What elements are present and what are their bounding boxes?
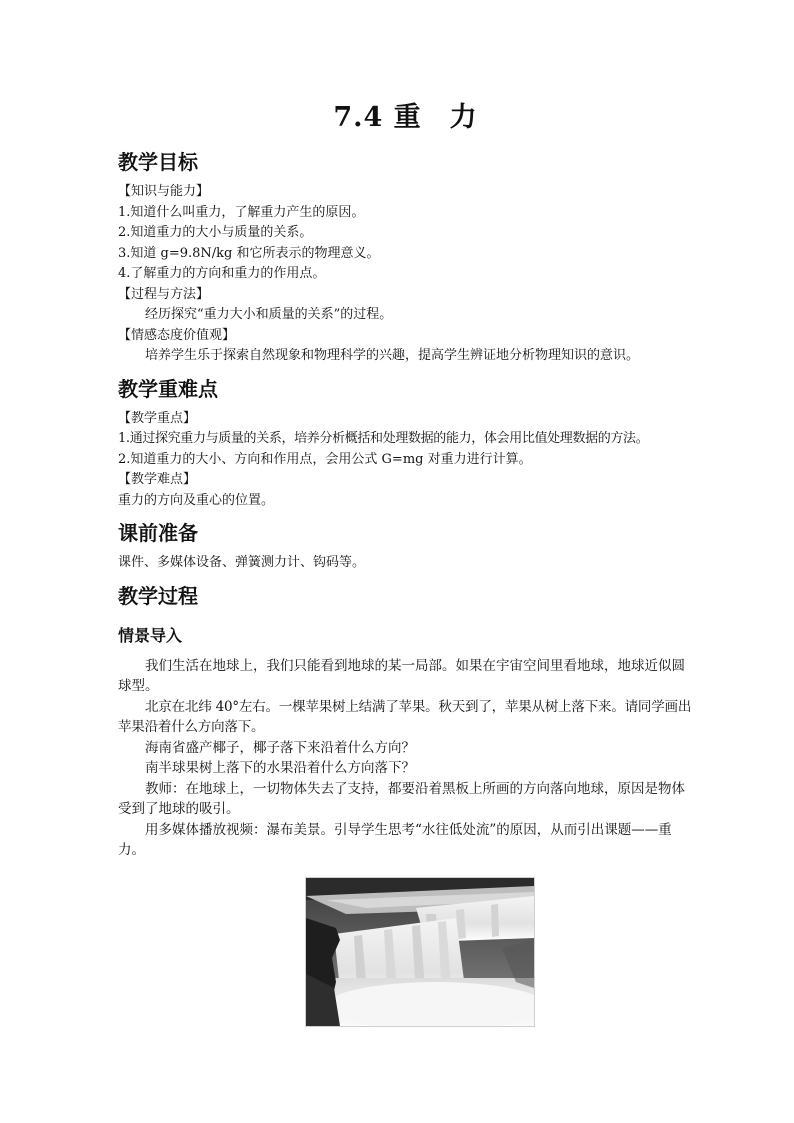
- intro-paragraph-3: 海南省盛产椰子，椰子落下来沿着什么方向？: [145, 739, 415, 756]
- focus-item-1: 1.通过探究重力与质量的关系，培养分析概括和处理数据的能力，体会用比值处理数据的方法。: [118, 431, 649, 446]
- difficulty-text: 重力的方向及重心的位置。: [118, 492, 275, 508]
- knowledge-item-2: 2.知道重力的大小与质量的关系。: [118, 225, 313, 240]
- emotion-label: 【情感态度价值观】: [118, 327, 236, 343]
- waterfall-photo: [305, 877, 535, 1027]
- intro-paragraph-2: 北京在北纬 40°左右。一棵苹果树上结满了苹果。秋天到了，苹果从树上落下来。请同学画出苹果沿着什么方向落下。: [118, 698, 692, 735]
- section-heading-preparation: 课前准备: [118, 521, 198, 545]
- intro-paragraph-5: 教师：在地球上，一切物体失去了支持，都要沿着黑板上所画的方向落向地球，原因是物体受到了地球的吸引。: [118, 780, 685, 817]
- section-heading-goals: 教学目标: [118, 150, 198, 174]
- knowledge-item-4: 4.了解重力的方向和重力的作用点。: [118, 266, 326, 281]
- intro-paragraph-6: 用多媒体播放视频：瀑布美景。引导学生思考“水往低处流”的原因，从而引出课题——重力。: [118, 821, 672, 858]
- intro-paragraph-1: 我们生活在地球上，我们只能看到地球的某一局部。如果在宇宙空间里看地球，地球近似圆球型。: [118, 657, 685, 694]
- process-method-label: 【过程与方法】: [118, 286, 210, 302]
- knowledge-item-1: 1.知道什么叫重力，了解重力产生的原因。: [118, 204, 365, 220]
- focus-item-2: 2.知道重力的大小、方向和作用点，会用公式 G=mg 对重力进行计算。: [118, 451, 532, 467]
- knowledge-label: 【知识与能力】: [118, 184, 210, 199]
- emotion-text: 培养学生乐于探索自然现象和物理科学的兴趣，提高学生辨证地分析物理知识的意识。: [145, 348, 640, 363]
- section-heading-process: 教学过程: [118, 583, 198, 608]
- preparation-text: 课件、多媒体设备、弹簧测力计、钩码等。: [118, 555, 366, 570]
- section-heading-key-points: 教学重难点: [118, 376, 218, 401]
- focus-label: 【教学重点】: [118, 410, 197, 426]
- process-method-text: 经历探究“重力大小和质量的关系”的过程。: [145, 307, 393, 322]
- waterfall-illustration: [306, 878, 534, 1026]
- document-page: [118, 100, 693, 1027]
- subheading-scene-intro: 情景导入: [118, 625, 183, 645]
- knowledge-item-3: 3.知道 g=9.8N/kg 和它所表示的物理意义。: [118, 245, 380, 261]
- intro-paragraph-4: 南半球果树上落下的水果沿着什么方向落下？: [145, 760, 415, 776]
- page-title: 7.4 重 力: [333, 102, 478, 133]
- difficulty-label: 【教学难点】: [118, 472, 197, 487]
